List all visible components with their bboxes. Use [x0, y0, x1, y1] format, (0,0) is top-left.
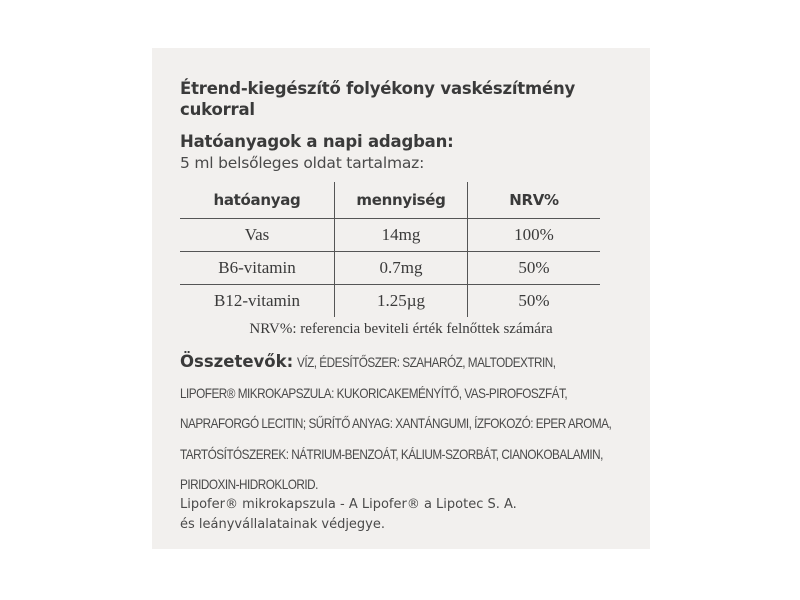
ingredients-text: LIPOFER® MIKROKAPSZULA: KUKORICAKEMÉNYÍTŐ, VAS-PIROFOSZFÁT, — [180, 384, 568, 401]
nutrient-table — [180, 182, 600, 317]
ingredients-line — [180, 409, 612, 440]
ingredients-line — [180, 379, 568, 410]
label-panel — [152, 48, 650, 549]
ingredients-text: TARTÓSÍTÓSZEREK: NÁTRIUM-BENZOÁT, KÁLIUM-SZORBÁT, CIANOKOBALAMIN, — [180, 445, 603, 462]
ingredients-line — [180, 347, 630, 379]
table-header-row — [180, 182, 600, 219]
cell-nrv: 50% — [468, 285, 601, 318]
ingredients-label: Összetevők: — [180, 352, 294, 371]
product-title: Étrend-kiegészítő folyékony vaskészítmény cukorral — [180, 79, 576, 119]
cell-ingredient: B12-vitamin — [214, 291, 300, 310]
col-header-ingredient: hatóanyag — [180, 182, 335, 219]
nrv-footnote: NRV%: referencia beviteli érték felnőttek számára — [249, 321, 553, 337]
trademark-line-2: és leányvállalatainak védjegye. — [180, 517, 386, 532]
col-header-nrv: NRV% — [468, 182, 601, 219]
ingredients-line — [180, 440, 603, 471]
ingredients-text: PIRIDOXIN-HIDROKLORID. — [180, 476, 318, 492]
ingredients-text: VÍZ, ÉDESÍTŐSZER: SZAHARÓZ, MALTODEXTRIN, — [296, 354, 556, 370]
table-row — [180, 252, 600, 285]
table-row — [180, 219, 600, 252]
cell-amount: 0.7mg — [335, 252, 468, 285]
cell-ingredient: Vas — [180, 219, 335, 252]
active-ingredients-heading: Hatóanyagok a napi adagban: — [180, 132, 454, 151]
cell-amount: 14mg — [335, 219, 468, 252]
trademark-note — [180, 495, 517, 535]
table-row — [180, 285, 600, 318]
trademark-line-1: Lipofer® mikrokapszula - A Lipofer® a Lipotec S. A. — [180, 497, 517, 512]
col-header-amount: mennyiség — [335, 182, 468, 219]
cell-nrv: 100% — [468, 219, 601, 252]
cell-nrv: 50% — [468, 252, 601, 285]
cell-amount: 1.25µg — [335, 285, 468, 318]
ingredients-list — [180, 347, 630, 501]
dose-intro: 5 ml belsőleges oldat tartalmaz: — [180, 154, 425, 172]
cell-ingredient: B6-vitamin — [180, 252, 335, 285]
ingredients-text: NAPRAFORGÓ LECITIN; SŰRÍTŐ ANYAG: XANTÁNGUMI, ÍZFOKOZÓ: EPER AROMA, — [180, 415, 612, 431]
